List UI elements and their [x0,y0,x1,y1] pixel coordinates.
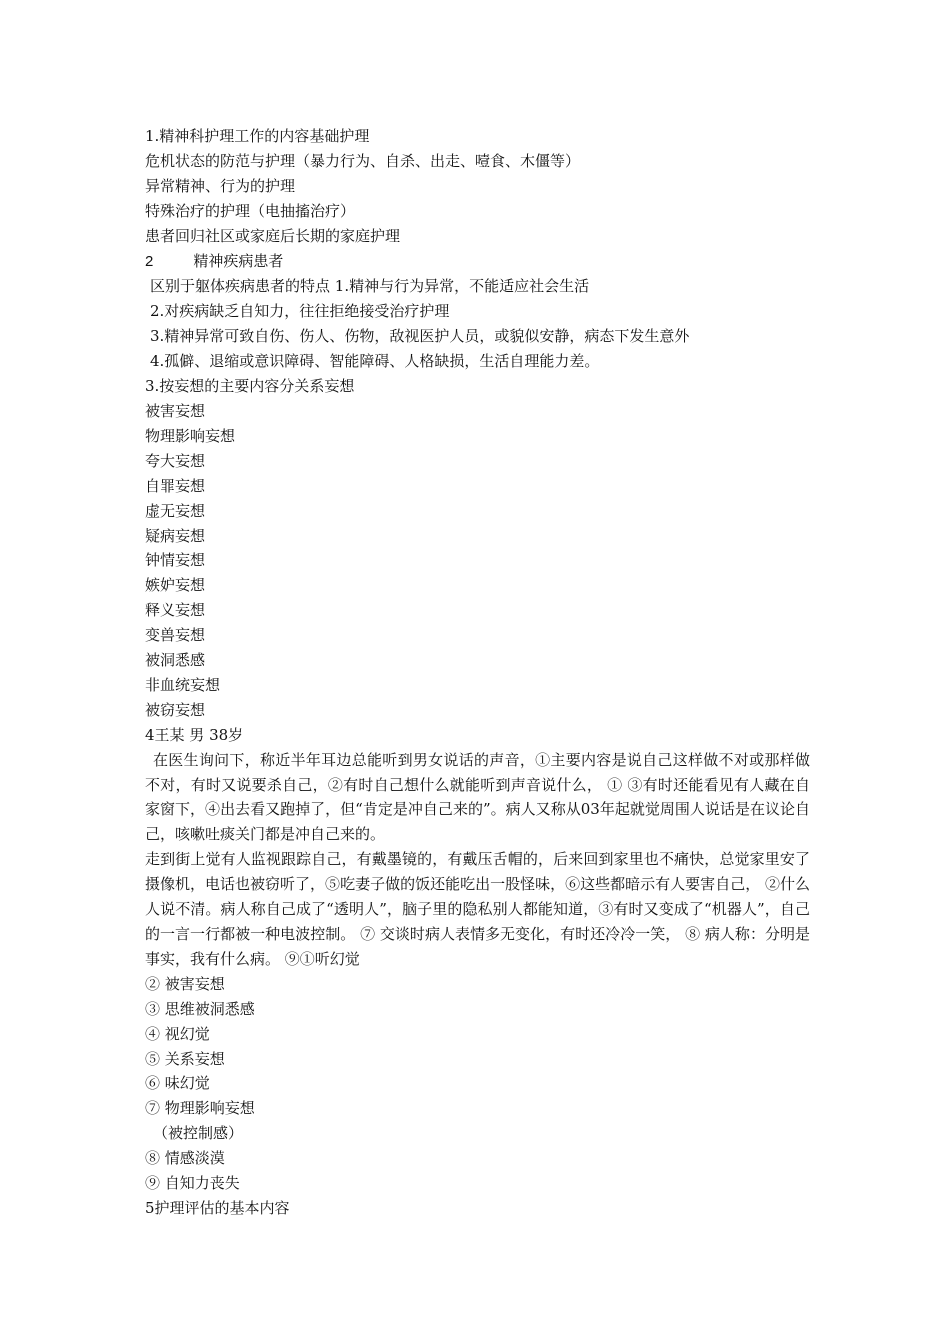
delusion-item: 疑病妄想 [145,526,206,545]
answer-item: ⑥ 味幻觉 [145,1074,210,1093]
delusion-item: 被害妄想 [145,401,206,420]
answer-item: ⑤ 关系妄想 [145,1049,225,1068]
delusion-item: 自罪妄想 [145,476,206,495]
section2-heading [145,249,810,275]
section2-line: 2.对疾病缺乏自知力，往往拒绝接受治疗护理 [150,302,450,321]
section1-item: 异常精神、行为的护理 [145,176,296,195]
section1-item: 危机状态的防范与护理（暴力行为、自杀、出走、噎食、木僵等） [145,151,581,170]
delusion-item: 虚无妄想 [145,501,206,520]
delusion-item: 物理影响妄想 [145,426,236,445]
section4-heading: 4王某 男 38岁 [145,725,244,744]
section2-line: 4.孤僻、退缩或意识障碍、智能障碍、人格缺损，生活自理能力差。 [150,352,600,371]
answer-item: ③ 思维被洞悉感 [145,999,255,1018]
delusion-item: 释义妄想 [145,601,206,620]
answer-item: ⑦ 物理影响妄想 [145,1099,255,1118]
delusion-item: 钟情妄想 [145,551,206,570]
delusion-item: 变兽妄想 [145,626,206,645]
answer-item: ⑨ 自知力丧失 [145,1174,240,1193]
delusion-item: 被窃妄想 [145,700,206,719]
section1-item: 特殊治疗的护理（电抽搐治疗） [145,201,356,220]
delusion-item: 嫉妒妄想 [145,576,206,595]
delusion-item: 夸大妄想 [145,451,206,470]
section2-line: 3.精神异常可致自伤、伤人、伤物，敌视医护人员，或貌似安静，病态下发生意外 [150,327,690,346]
case-paragraph-2: 走到街上觉有人监视跟踪自己，有戴墨镜的，有戴压舌帽的，后来回到家里也不痛快，总觉家里安了摄像机，电话也被窃听了，⑤吃妻子做的饭还能吃出一股怪味，⑥这些都暗示有人要害自己， ②什么人说不清。病人称自己成了“透明人”，脑子里的隐私别人都能知道，③有时又变成了“机器人”，自己的一言一行都被一种电波控制。 ⑦ 交谈时病人表情多无变化，有时还冷冷一笑， ⑧ 病人称：分明是事实，我有什么病。 ⑨①听幻觉 [145,850,810,968]
answer-item: ② 被害妄想 [145,974,225,993]
answer-note: （被控制感） [153,1124,244,1143]
section2-number: 2 [145,252,154,270]
case-paragraph-1: 在医生询问下，称近半年耳边总能听到男女说话的声音，①主要内容是说自己这样做不对或那样做不对，有时又说要杀自己，②有时自己想什么就能听到声音说什么， ① ③有时还能看见有人藏在自家窗下，④出去看又跑掉了，但“肯定是冲自己来的”。病人又称从03年起就觉周围人说话是在议论自己，咳嗽吐痰关门都是冲自己来的。 [145,750,810,844]
section2-line: 区别于躯体疾病患者的特点 1.精神与行为异常，不能适应社会生活 [150,277,590,296]
document-body [145,124,810,1221]
answer-item: ④ 视幻觉 [145,1024,210,1043]
delusion-item: 非血统妄想 [145,675,221,694]
section3-heading: 3.按妄想的主要内容分关系妄想 [145,377,355,396]
section2-title: 精神疾病患者 [193,251,284,270]
section1-item: 患者回归社区或家庭后长期的家庭护理 [145,226,401,245]
section5-heading: 5护理评估的基本内容 [145,1198,290,1217]
section1-heading: 1.精神科护理工作的内容基础护理 [145,127,370,145]
delusion-item: 被洞悉感 [145,651,206,670]
answer-item: ⑧ 情感淡漠 [145,1149,225,1168]
